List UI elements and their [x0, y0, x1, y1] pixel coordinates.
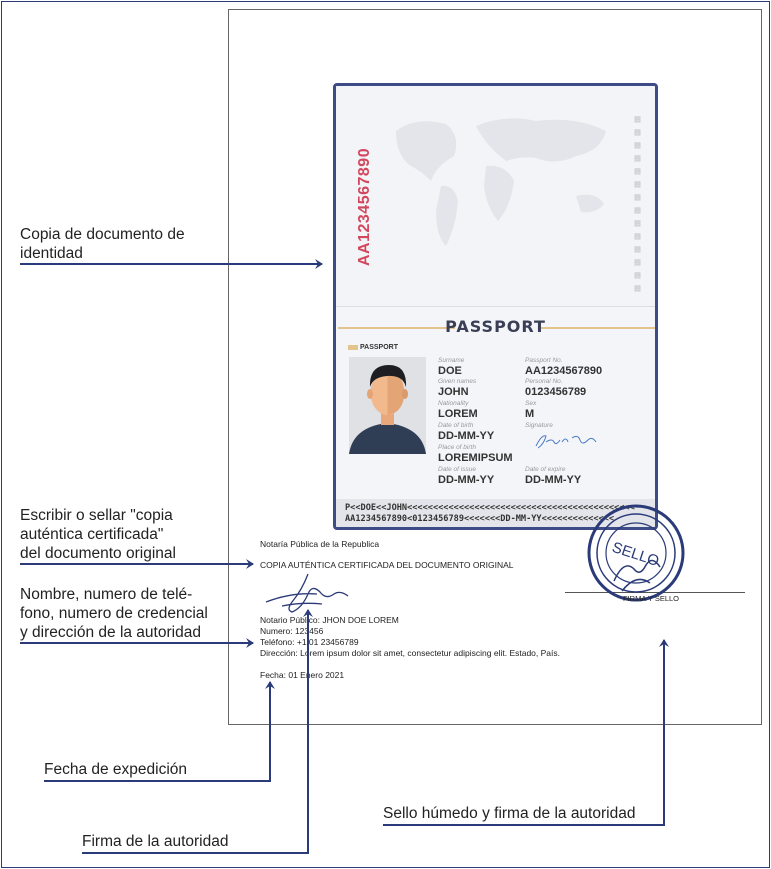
passno-value: AA1234567890	[525, 365, 603, 377]
arrow-fecha	[44, 682, 270, 781]
dob-label: Date of birth	[438, 422, 474, 429]
arrow-firma	[82, 610, 308, 853]
label-nombre: Nombre, numero de telé- fono, numero de credencial y dirección de la autoridad	[20, 586, 208, 641]
pob-label: Place of birth	[438, 444, 476, 451]
label-firma: Firma de la autoridad	[82, 833, 229, 850]
sig-label: Signature	[525, 422, 553, 429]
label-fecha: Fecha de expedición	[44, 761, 188, 778]
notary-address: Dirección: Lorem ipsum dolor sit amet, consectetur adipiscing elit. Estado, País.	[260, 648, 560, 658]
label-escribir: Escribir o sellar "copia auténtica certificada" del documento original	[20, 507, 176, 562]
doe-label: Date of expire	[525, 466, 566, 473]
surname-value: DOE	[438, 365, 462, 377]
nationality-label: Nationality	[438, 400, 469, 407]
notary-phone: Teléfono: +1 01 23456789	[260, 637, 359, 647]
surname-label: Surname	[438, 357, 465, 364]
nationality-value: LOREM	[438, 408, 478, 420]
label-sello: Sello húmedo y firma de la autoridad	[383, 805, 636, 822]
given-value: JOHN	[438, 386, 469, 398]
notary-name: Notario Público: JHON DOE LOREM	[260, 615, 399, 625]
notary-header: Notaría Pública de la Republica	[260, 539, 380, 549]
personal-value: 0123456789	[525, 386, 587, 398]
personal-label: Personal No.	[525, 378, 563, 385]
passno-label: Passport No.	[525, 357, 563, 364]
sex-label: Sex	[525, 400, 537, 407]
certified-copy-text: COPIA AUTÉNTICA CERTIFICADA DEL DOCUMENTO ORIGINAL	[260, 560, 514, 570]
arrow-sello	[383, 640, 664, 825]
sex-value: M	[525, 408, 535, 420]
stamp-caption: FIRMA Y SELLO	[623, 594, 679, 603]
stamp-text: SELLO	[609, 538, 662, 570]
mrz-line-2: AA1234567890<0123456789<<<<<<<DD-MM-YY<<<<<<<<<<<<<<	[345, 514, 615, 524]
passport-number-vertical: AA1234567890	[356, 147, 373, 266]
pob-value: LOREMIPSUM	[438, 452, 513, 464]
passport-title: PASSPORT	[445, 317, 546, 336]
doi-label: Date of issue	[438, 466, 476, 473]
passport-mini-title: PASSPORT	[348, 344, 398, 351]
label-copia: Copia de documento de identidad	[20, 226, 185, 262]
mrz-line-1: P<<DOE<<JOHN<<<<<<<<<<<<<<<<<<<<<<<<<<<<<<<<<<<<<<<<<<<<	[345, 503, 635, 513]
notary-number: Numero: 123456	[260, 626, 324, 636]
doe-value: DD-MM-YY	[525, 474, 582, 486]
dob-value: DD-MM-YY	[438, 430, 495, 442]
doi-value: DD-MM-YY	[438, 474, 495, 486]
dotted-code: ▦▦▦▦▦▦▦▦▦▦▦▦▦▦	[632, 114, 643, 296]
issue-date: Fecha: 01 Enero 2021	[260, 670, 345, 680]
given-label: Given names	[438, 378, 477, 385]
